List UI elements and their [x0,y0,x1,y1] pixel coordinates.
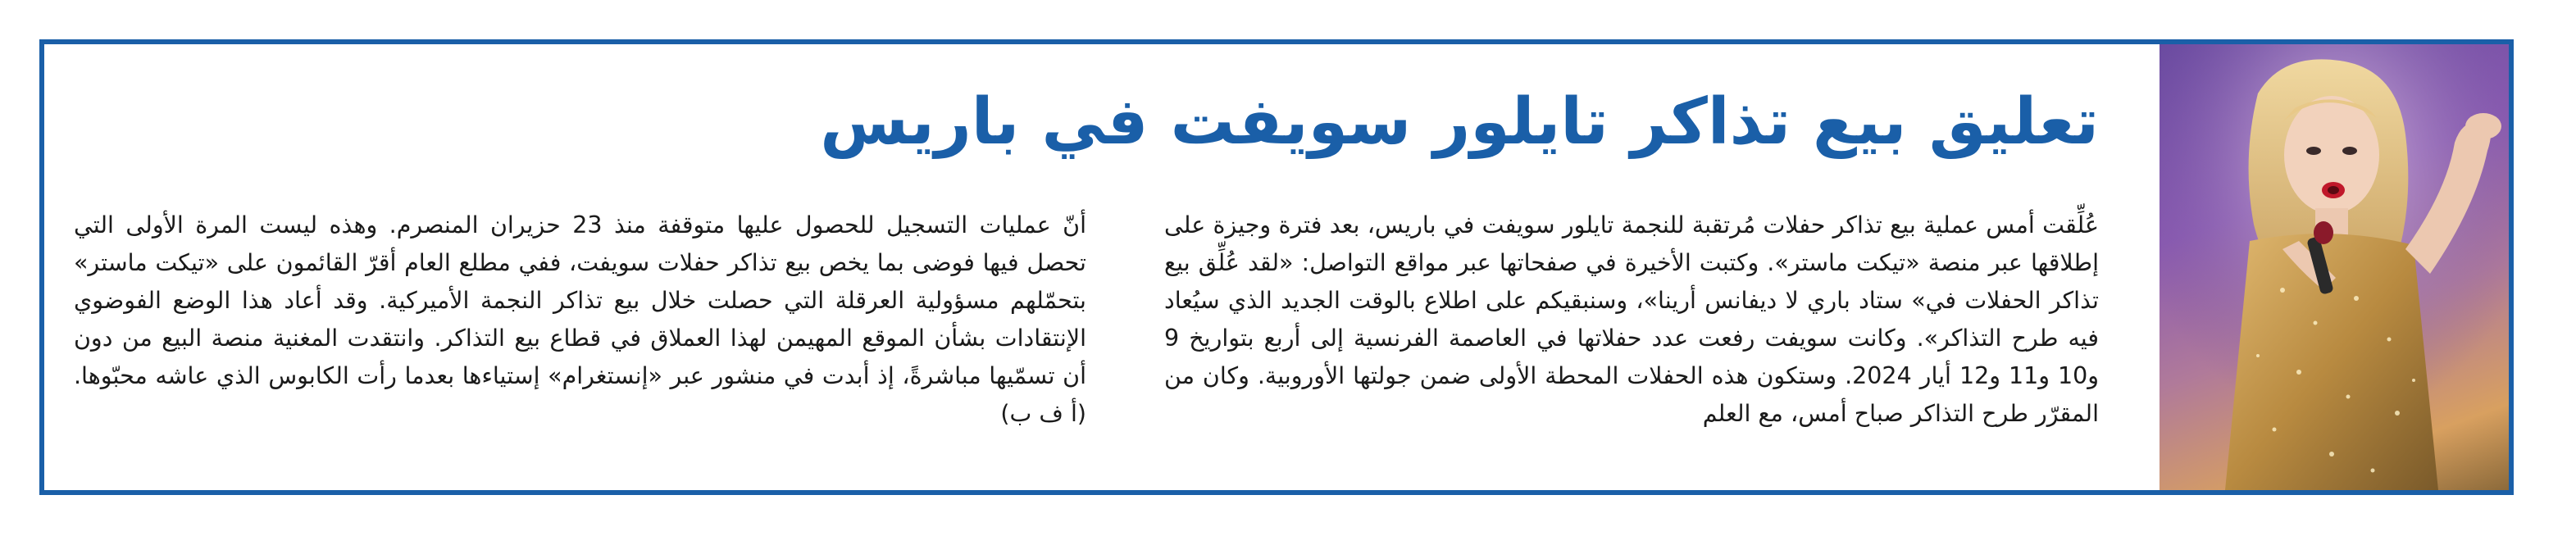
article-paragraph-1: عُلِّقت أمس عملية بيع تذاكر حفلات مُرتقبة للنجمة تايلور سويفت في باريس، بعد فترة وجيزة على إطلاقها عبر منصة «تيكت ماستر». وكتبت الأخيرة في صفحاتها عبر مواقع التواصل: «لقد عُلِّق بيع تذاكر الحفلات في» ستاد باري لا ديفانس أرينا»، وسنبقيكم على اطلاع بالوقت الجديد الذي سيُعاد فيه طرح التذاكر». وكانت سويفت رفعت عدد حفلاتها في العاصمة الفرنسية إلى أربع بتواريخ 9 و10 و11 و12 أيار 2024. وستكون هذه الحفلات المحطة الأولى ضمن جولتها الأوروبية. وكان من المقرّر طرح التذاكر صباح أمس، مع العلم [1164,211,2100,427]
article-column-left [74,207,1086,433]
article-paragraph-2: أنّ عمليات التسجيل للحصول عليها متوقفة منذ 23 حزيران المنصرم. وهذه ليست المرة الأولى التي تحصل فيها فوضى بما يخص بيع تذاكر حفلات سويفت، ففي مطلع العام أقرّ القائمون على «تيكت ماستر» بتحمّلهم مسؤولية العرقلة التي حصلت خلال بيع تذاكر النجمة الأميركية. وقد أعاد هذا الوضع الفوضوي الإنتقادات بشأن الموقع المهيمن لهذا العملاق في قطاع بيع التذاكر. وانتقدت المغنية منصة البيع من دون أن تسمّيها مباشرةً، إذ أبدت في منشور عبر «إنستغرام» إستياءها بعدما رأت الكابوس الذي عاشه محبّوها. (أ ف ب) [74,211,1086,427]
performer-photo [2160,44,2509,490]
article-column-right [1164,207,2099,433]
article-headline: تعليق بيع تذاكر تايلور سويفت في باريس [820,85,2099,159]
article-frame [39,39,2514,495]
performer-illustration [2160,44,2509,490]
